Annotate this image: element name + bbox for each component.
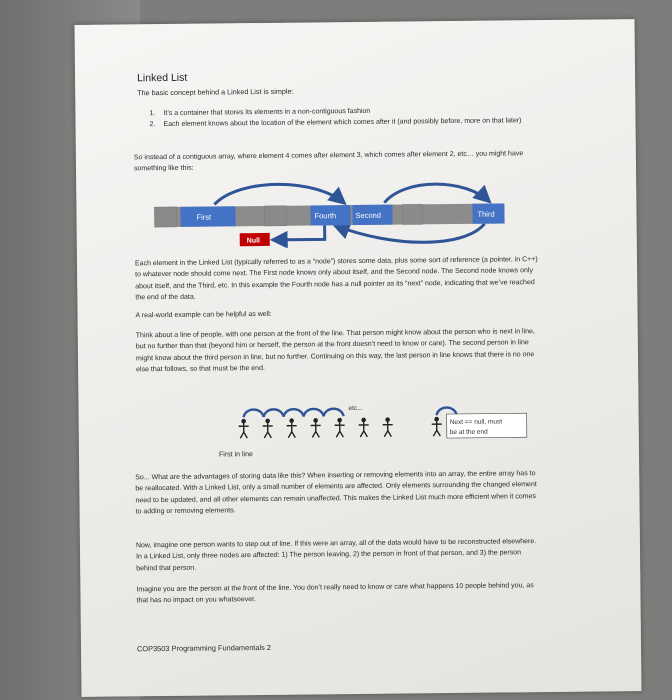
paragraph-front-of-line: Imagine you are the person at the front of the line. You don’t really need to know or care what happens 10 people behind you, as that has no impact on you whatsoever.	[136, 582, 534, 605]
node-third-label: Third	[477, 209, 495, 219]
end-note-line-2: be at the end	[449, 428, 488, 437]
person-icon	[239, 419, 249, 438]
person-arrow	[284, 409, 304, 417]
person-arrow	[304, 409, 324, 417]
end-note-line-1: Next == null, must	[449, 418, 503, 427]
list-item-number: 2.	[149, 121, 156, 129]
person-icon	[263, 419, 273, 438]
arrow-first-to-second	[214, 184, 344, 205]
people-figures	[239, 417, 442, 438]
person-icon	[335, 418, 345, 437]
node-fourth-label: Fourth	[314, 211, 337, 221]
document-page	[74, 19, 641, 697]
page-footer: COP3503 Programming Fundamentals 2	[136, 642, 271, 654]
arrow-second-to-third	[384, 184, 489, 203]
intro-text: The basic concept behind a Linked List is simple:	[137, 86, 294, 98]
paragraph-line-of-people: Think about a line of people, with one person at the front of the line. That person might know about the person who is next in line, but no further than that (beyond him or herself, the person at the front doesn’t need to know or care). The second person in line might know about the third person in line, but no further. Continuing on this way, the last person in line knows that there is no one else that follows, so that must be the end.	[135, 328, 535, 374]
paragraph-advantages: So... What are the advantages of storing data like this? When inserting or removing elements into an array, the entire array has to be reallocated. With a Linked List, only a small number of elements are affected. Only elements surrounding the changed element need to be updated, and all other elements can remain unaffected. This makes the Linked List much more efficient when it comes to adding or removing elements.	[135, 470, 537, 516]
person-icon	[432, 417, 442, 436]
empty-cell	[402, 204, 422, 224]
first-in-line-label: First in line	[218, 451, 253, 459]
list-item-number: 1.	[149, 110, 156, 118]
page-title: Linked List	[136, 71, 188, 85]
person-arrow	[264, 409, 284, 417]
null-label: Null	[246, 237, 261, 245]
node-second-label: Second	[355, 210, 381, 221]
arrow-fourth-to-null	[273, 225, 325, 240]
paragraph-step-out: Now, imagine one person wants to step out of line. If this were an array, all of the data would have to be reconstructed elsewhere. In a Linked List, only three nodes are affected: 1) The person leaving, 2) the person in front of that person, and 3) the person behind that person.	[135, 538, 537, 573]
concept-list	[149, 104, 549, 130]
person-arrow	[244, 409, 264, 417]
linked-list-diagram	[144, 175, 515, 249]
empty-cell	[264, 206, 286, 226]
people-line-diagram	[233, 396, 534, 459]
list-item-text: Each element knows about the location of the element which comes after it (and possibly before, more on that later)	[163, 117, 522, 129]
person-icon	[359, 418, 369, 437]
paragraph-node-description: Each element in the Linked List (typically referred to as a “node”) stores some data, plus some sort of reference (a pointer, in C++) to whatever node should come next. The First node knows only about itself, and the Second node. The Second node knows only about itself, and the Third, etc. In this example the Fourth node has a null pointer as its “next” node, indicating that we’ve reached the end of the data.	[134, 256, 538, 302]
person-icon	[287, 418, 297, 437]
person-icon	[383, 417, 393, 436]
etc-label: etc...	[348, 404, 363, 413]
person-arrow	[324, 409, 344, 417]
paragraph-real-world: A real-world example can be helpful as well:	[135, 310, 272, 320]
node-first-label: First	[196, 212, 212, 222]
person-icon	[311, 418, 321, 437]
empty-cell	[154, 207, 176, 227]
paragraph-contiguous: So instead of a contiguous array, where element 4 comes after element 3, which comes after element 2, etc… you might have something like this:	[133, 150, 524, 173]
arrow-third-to-fourth	[335, 224, 485, 244]
list-item-text: It’s a container that stores its elements in a non-contiguous fashion	[163, 107, 371, 118]
